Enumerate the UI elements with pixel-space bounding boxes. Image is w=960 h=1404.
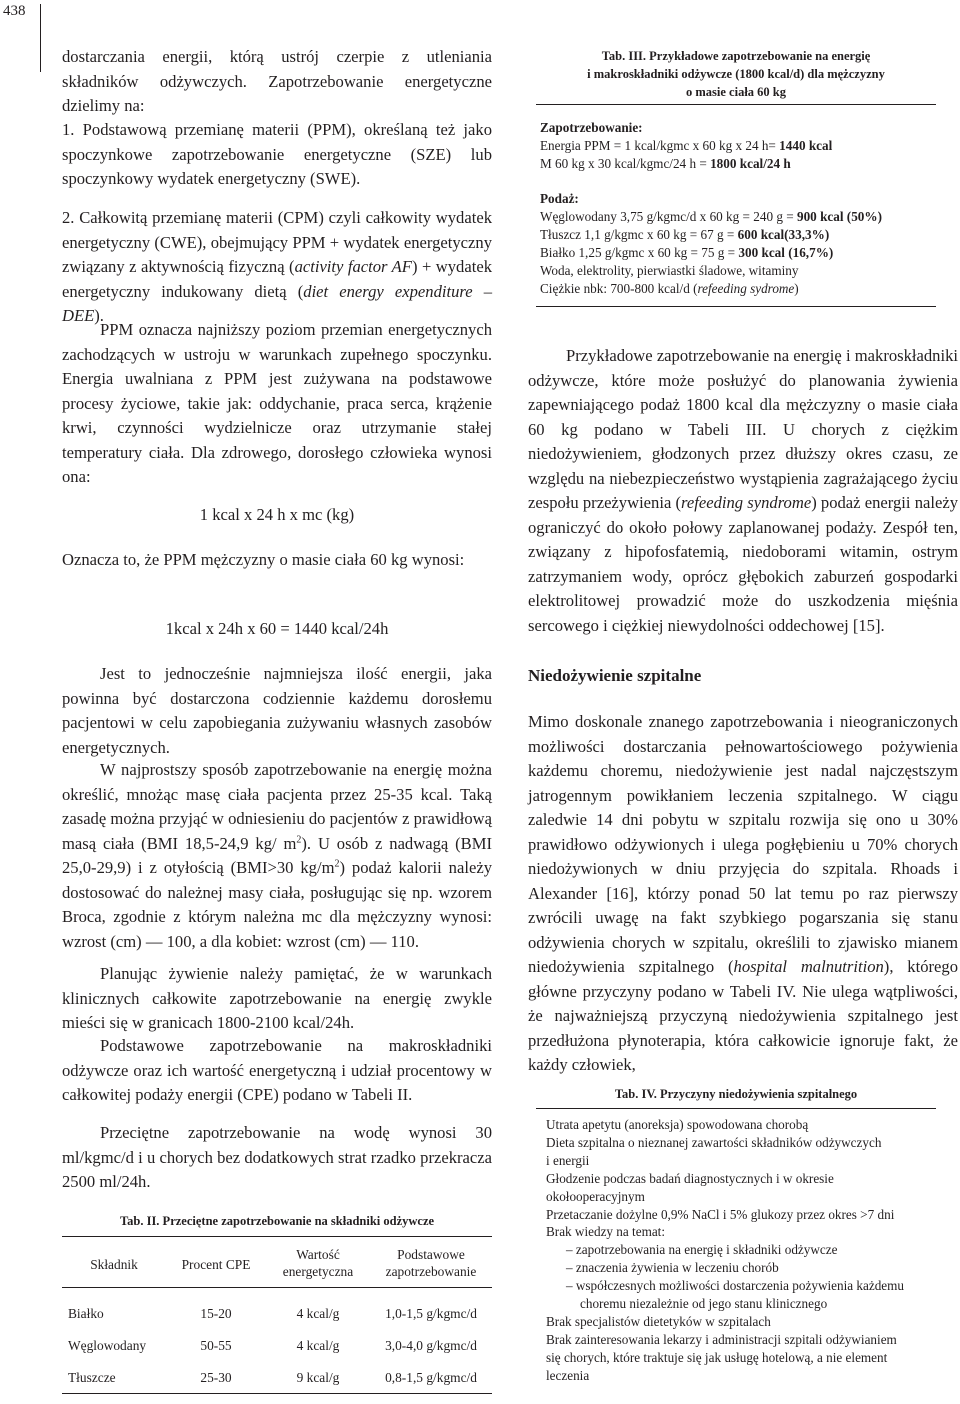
table-4-line: okołooperacyjnym (546, 1188, 645, 1204)
paragraph-ppm-definition: 1. Podstawową przemianę materii (PPM), określaną też jako spoczynkowe zapotrzebowanie energetyczne (SZE) lub spoczynkowy wydatek energetyczny (SWE). (62, 120, 492, 188)
table-4-line: Głodzenie podczas badań diagnostycznych i w okresie (546, 1170, 834, 1186)
table-row-cell: 4 kcal/g (296, 1306, 340, 1321)
table-2-caption: Tab. II. Przeciętne zapotrzebowanie na składniki odżywcze (119, 1214, 435, 1228)
table-3-water-line: Woda, elektrolity, pierwiastki śladowe, witaminy (540, 263, 799, 278)
table-row-cell: Tłuszcze (68, 1370, 116, 1385)
paragraph-ppm-meaning: PPM oznacza najniższy poziom przemian energetycznych zachodzących w ustroju w warunkach zupełnego spoczynku. Energia uwalniana z PPM jest zużywana na podstawowe procesy życiowe, takie jak: oddychanie, praca serca, krążenie krwi, czynności wydzielnicze oraz utrzymanie stałej temperatury ciała. Dla zdrowego, dorosłego człowieka wynosi ona: (62, 320, 492, 486)
table-4-line: Brak wiedzy na temat: (546, 1224, 666, 1240)
table-4-line: Przetaczanie dożylne 0,9% NaCl i 5% glukozy przez okres >7 dni (546, 1206, 895, 1222)
text-run: 2. Całkowitą przemianę materii (CPM) czyli całkowity wydatek energetyczny (CWE), obejmujący PPM + wydatek energetyczny związany z aktywnością fizyczną ( (62, 208, 492, 276)
table-4-line: – współczesnych możliwości dostarczenia pożywienia każdemu (566, 1278, 904, 1294)
formula-ppm-example: 1kcal x 24h x 60 = 1440 kcal/24h (165, 619, 389, 638)
paragraph-clinical-needs: Planując żywienie należy pamiętać, że w warunkach klinicznych całkowite zapotrzebowanie na energię zwykle mieści się w granicach 1800-2100 kcal/24h. (62, 964, 492, 1032)
table-4-line: Dieta szpitalna o nieznanej zawartości składników odżywczych (546, 1134, 882, 1150)
table-2-header-need: Podstawowe zapotrzebowanie (385, 1247, 477, 1279)
paragraph-cpm-definition (62, 206, 492, 329)
table-2-header-energy: Wartość energetyczna (282, 1247, 354, 1279)
text-italic: refeeding syndrome (681, 493, 812, 512)
table-row-cell: 9 kcal/g (296, 1370, 340, 1385)
text-run: ), którego główne przyczyny podano w Tabeli IV. Nie ulega wątpliwości, że najważniejszą przyczyną niedożywienia szpitalnego jest przedłużona płynoterapia, która całkowicie ignoruje fakt, że każdy człowiek, (528, 957, 958, 1074)
text-line: dostarczania energii, którą ustrój czerpie z utleniania (62, 47, 492, 66)
text-run: ). U osób z nadwagą (BMI 25,0-29,9) i z otyłością (BMI>30 kg/m (62, 833, 492, 877)
page-edge-rule (40, 4, 41, 72)
text-italic: activity factor AF (294, 257, 412, 276)
superscript: 2 (334, 858, 340, 870)
table-3-supply-line: Węglowodany 3,75 g/kgmc/d x 60 kg = 240 g = 900 kcal (50%) (540, 209, 882, 224)
paragraph-example-needs (528, 344, 958, 638)
paragraph-energy-estimate (62, 758, 492, 954)
text-run: ) podaż energii należy ograniczyć do około połowy zaplanowanej podaży. Zespół ten, związany z hipofosfatemią, niedoborami witamin, ostrym zatrzymaniem wody, oprócz głębokich zaburzeń gospodarki elektrolitowej prowadzić może do uszkodzenia mięśnia sercowego i ciężkiej niewydolności oddechowej [15]. (528, 493, 958, 635)
table-4-caption: Tab. IV. Przyczyny niedożywienia szpitalnego (614, 1087, 858, 1101)
caption-line: o masie ciała 60 kg (686, 85, 786, 99)
paragraph-water: Przeciętne zapotrzebowanie na wodę wynosi 30 ml/kgmc/d i u chorych bez dodatkowych strat rzadko przekracza 2500 ml/24h. (62, 1123, 492, 1191)
table-3-supply-line: Białko 1,25 g/kgmc x 60 kg = 75 g = 300 kcal (16,7%) (540, 245, 834, 260)
superscript: 2 (296, 833, 302, 845)
text-italic: hospital malnutrition (733, 957, 884, 976)
table-2-header-percent: Procent CPE (181, 1257, 251, 1272)
table-3-caption (536, 47, 936, 101)
table-2-header-component: Składnik (90, 1257, 138, 1272)
paragraph-min-energy: Jest to jednocześnie najmniejsza ilość energii, jaka powinna być dostarczona codziennie każdemu dorosłemu pacjentowi w celu zapobiegania zużywaniu własnych zasobów energetycznych. (62, 664, 492, 757)
table-row-cell: 0,8-1,5 g/kgmc/d (385, 1370, 477, 1385)
formula-ppm: 1 kcal x 24 h x mc (kg) (199, 505, 355, 524)
text-italic: diet energy expenditure – DEE (62, 281, 492, 325)
section-heading: Niedożywienie szpitalne (528, 666, 702, 685)
text-line: składników odżywczych. Zapotrzebowanie energetyczne (62, 71, 492, 91)
table-2-bottom-rule (62, 1393, 492, 1394)
table-4-line: Utrata apetytu (anoreksja) spowodowana chorobą (546, 1117, 809, 1132)
table-4-line: – znaczenia żywienia w leczeniu chorób (566, 1260, 779, 1276)
text-run: ) podaż kalorii należy dostosować do należnej masy ciała, posługując się np. wzorem Broca, zgodnie z którym należna mc dla mężczyzny wynosi: wzrost (cm) — 100, a dla kobiet: wzrost (cm) — 110. (62, 858, 492, 951)
table-row-cell: Białko (68, 1306, 104, 1321)
table-3-bottom-rule (536, 306, 936, 307)
paragraph-intro (62, 45, 492, 119)
table-row-cell: 50-55 (200, 1338, 232, 1353)
table-4-line: leczenia (546, 1367, 590, 1383)
table-4-line: i energii (546, 1152, 590, 1168)
text-run: ). (94, 306, 104, 325)
paragraph-ppm-example: Oznacza to, że PPM mężczyzny o masie ciała 60 kg wynosi: (62, 550, 465, 569)
table-3-need-line: Energia PPM = 1 kcal/kgmc x 60 kg x 24 h= 1440 kcal (540, 138, 833, 153)
table-3-need-heading: Zapotrzebowanie: (540, 120, 643, 135)
table-4-top-rule (536, 1108, 936, 1109)
table-row-cell: 15-20 (200, 1306, 232, 1321)
page-number: 438 (3, 3, 26, 19)
table-row-cell: 3,0-4,0 g/kgmc/d (385, 1338, 477, 1353)
paragraph-hospital-malnutrition (528, 710, 958, 1078)
table-4-line: Brak specjalistów dietetyków w szpitalach (546, 1313, 771, 1329)
table-row-cell: 4 kcal/g (296, 1338, 340, 1353)
table-4-line: się chorych, które traktuje się jak usługę hotelową, a nie element (546, 1349, 888, 1365)
text-line: dzielimy na: (62, 96, 145, 115)
table-4-line: Brak zainteresowania lekarzy i administracji szpitali odżywianiem (546, 1331, 897, 1347)
text-run: ) + wydatek energetyczny indukowany dietą ( (62, 257, 492, 301)
table-4-line: – zapotrzebowania na energię i składniki odżywcze (566, 1242, 838, 1258)
paragraph-macronutrients: Podstawowe zapotrzebowanie na makroskładniki odżywcze oraz ich wartość energetyczną i udział procentowy w całkowitej podaży energii (CPE) podano w Tabeli II. (62, 1036, 492, 1104)
caption-line: Tab. III. Przykładowe zapotrzebowanie na energię (601, 49, 871, 63)
text-run: W najprostszy sposób zapotrzebowanie na energię można określić, mnożąc masę ciała pacjenta przez 25-35 kcal. Taką zasadę można przyjąć w odniesieniu do pacjentów z prawidłową masą ciała (BMI 18,5-24,9 kg/ m (62, 760, 492, 853)
table-3-refeed-line: Ciężkie nbk: 700-800 kcal/d (refeeding sydrome) (540, 281, 799, 296)
table-row-cell: 1,0-1,5 g/kgmc/d (385, 1306, 477, 1321)
table-2-top-rule (62, 1236, 492, 1237)
table-2-header-rule (62, 1287, 492, 1288)
table-row-cell: 25-30 (200, 1370, 232, 1385)
text-run: Przykładowe zapotrzebowanie na energię i makroskładniki odżywcze, które może posłużyć do planowania żywienia zapewniającego podaż 1800 kcal dla mężczyzny o masie ciała 60 kg podano w Tabeli III. U chorych z ciężkim niedożywieniem, głodzonych przez dłuższy okres czasu, ze względu na niebezpieczeństwo wystąpienia zagrażającego życiu zespołu przeżywienia ( (528, 346, 958, 512)
text-run: Mimo doskonale znanego zapotrzebowania i nieograniczonych możliwości dostarczania pełnowartościowego pożywienia każdemu choremu, niedożywienie jest nadal najczęstszym jatrogennym powikłaniem leczenia szpitalnego. W ciągu zaledwie 14 dni pobytu w szpitalu rozwija się ono u 30% prawidłowo odżywionych i ulega pogłębieniu u 70% chorych niedożywionych w dniu przyjęcia do szpitala. Rhoads i Alexander [16], którzy ponad 50 lat temu po raz pierwszy zwrócili uwagę na fakt szybkiego pogarszania się stanu odżywienia chorych w szpitalu, określili to zjawisko mianem niedożywienia szpitalnego ( (528, 712, 958, 976)
table-row-cell: Węglowodany (68, 1338, 147, 1353)
table-3-supply-line: Tłuszcz 1,1 g/kgmc x 60 kg = 67 g = 600 kcal(33,3%) (540, 227, 830, 242)
table-3-top-rule (536, 104, 936, 105)
caption-line: i makroskładniki odżywcze (1800 kcal/d) dla mężczyzny (587, 67, 885, 81)
table-3-supply-heading: Podaż: (540, 191, 579, 206)
table-3-need-line: M 60 kg x 30 kcal/kgmc/24 h = 1800 kcal/24 h (540, 156, 791, 171)
table-4-line: choremu niezależnie od jego stanu klinicznego (580, 1296, 828, 1311)
